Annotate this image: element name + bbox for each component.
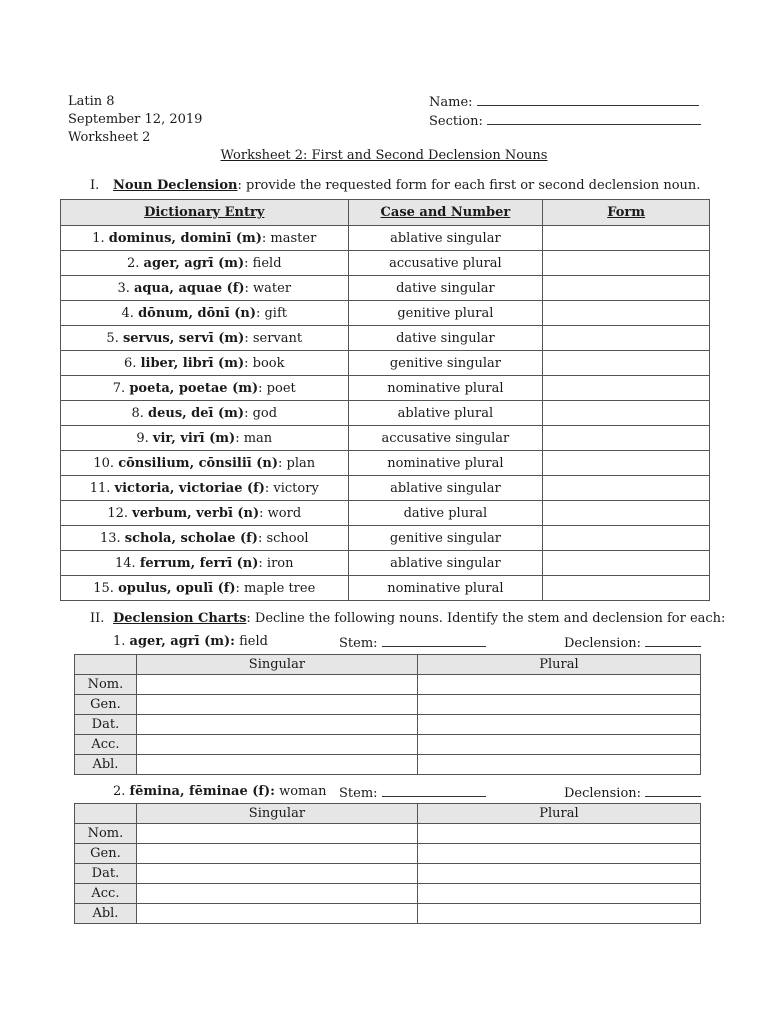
entry-headword: opulus, opulī (f) (118, 580, 236, 596)
chart-row (75, 715, 701, 735)
table-row (61, 351, 710, 376)
form-answer-cell[interactable] (543, 376, 710, 401)
entry-headword: servus, servī (m) (122, 330, 245, 346)
table-row (61, 326, 710, 351)
entry-meaning: : book (244, 355, 285, 371)
table-row (61, 226, 710, 251)
case-number-cell: accusative plural (348, 251, 543, 276)
col-plural: Plural (417, 804, 700, 824)
entry-headword: deus, deī (m) (148, 405, 245, 421)
declension-chart-2 (74, 803, 701, 924)
entry-number: 12. (107, 505, 133, 521)
case-number-cell: dative plural (348, 501, 543, 526)
dictionary-entry-cell (61, 226, 349, 251)
table-row (61, 576, 710, 601)
plural-answer-cell[interactable] (417, 735, 700, 755)
case-number-cell: nominative plural (348, 576, 543, 601)
plural-answer-cell[interactable] (417, 715, 700, 735)
dictionary-entry-cell (61, 451, 349, 476)
case-number-cell: nominative plural (348, 451, 543, 476)
form-answer-cell[interactable] (543, 276, 710, 301)
chart-header-row (75, 804, 701, 824)
form-answer-cell[interactable] (543, 326, 710, 351)
form-answer-cell[interactable] (543, 501, 710, 526)
header-right (429, 93, 701, 131)
entry-headword: poeta, poetae (m) (129, 380, 259, 396)
case-label: Dat. (75, 864, 137, 884)
col-singular: Singular (136, 655, 417, 675)
form-answer-cell[interactable] (543, 451, 710, 476)
entry-meaning: : word (259, 505, 302, 521)
table-header-row (61, 200, 710, 226)
chart2-stem (339, 784, 486, 801)
form-answer-cell[interactable] (543, 301, 710, 326)
singular-answer-cell[interactable] (136, 735, 417, 755)
case-label: Gen. (75, 844, 137, 864)
section1-instruction: : provide the requested form for each first or second declension noun. (237, 178, 701, 193)
entry-headword: verbum, verbī (n) (132, 505, 260, 521)
case-number-cell: ablative singular (348, 551, 543, 576)
entry-number: 15. (93, 580, 119, 596)
case-label: Acc. (75, 884, 137, 904)
chart-row (75, 884, 701, 904)
dictionary-entry-cell (61, 376, 349, 401)
entry-number: 13. (99, 530, 125, 546)
plural-answer-cell[interactable] (417, 824, 700, 844)
col-dictionary-entry: Dictionary Entry (61, 200, 349, 226)
section1-heading (90, 178, 700, 193)
chart-row (75, 844, 701, 864)
chart1-stem (339, 634, 486, 651)
chart1-entry: ager, agrī (m): (129, 634, 235, 649)
name-blank[interactable] (477, 93, 699, 106)
declension-label: Declension: (564, 636, 642, 651)
col-singular: Singular (136, 804, 417, 824)
stem-blank[interactable] (382, 784, 486, 797)
dictionary-entry-cell (61, 526, 349, 551)
entry-meaning: : servant (244, 330, 303, 346)
dictionary-entry-cell (61, 501, 349, 526)
section-line (429, 112, 701, 131)
declension-chart-1 (74, 654, 701, 775)
section2-instruction: : Decline the following nouns. Identify the stem and declension for each: (246, 611, 726, 626)
chart2-meaning: woman (274, 784, 327, 799)
chart-corner (75, 804, 137, 824)
case-number-cell: ablative singular (348, 476, 543, 501)
dictionary-entry-cell (61, 326, 349, 351)
entry-meaning: : water (244, 280, 292, 296)
singular-answer-cell[interactable] (136, 904, 417, 924)
entry-headword: aqua, aquae (f) (134, 280, 245, 296)
form-answer-cell[interactable] (543, 401, 710, 426)
entry-number: 5. (106, 330, 123, 346)
form-answer-cell[interactable] (543, 551, 710, 576)
plural-answer-cell[interactable] (417, 695, 700, 715)
chart2-entry: fēmina, fēminae (f): (129, 784, 275, 799)
entry-headword: ager, agrī (m) (143, 255, 245, 271)
case-number-cell: genitive singular (348, 526, 543, 551)
entry-number: 4. (121, 305, 139, 321)
page-title: Worksheet 2: First and Second Declension Nouns (220, 148, 548, 163)
chart-row (75, 735, 701, 755)
entry-headword: schola, scholae (f) (124, 530, 258, 546)
form-answer-cell[interactable] (543, 526, 710, 551)
plural-answer-cell[interactable] (417, 864, 700, 884)
dictionary-entry-cell (61, 576, 349, 601)
entry-meaning: : god (244, 405, 278, 421)
chart2-number: 2. (113, 784, 130, 799)
case-number-cell: genitive plural (348, 301, 543, 326)
plural-answer-cell[interactable] (417, 844, 700, 864)
table-row (61, 551, 710, 576)
case-label: Abl. (75, 755, 137, 775)
table-row (61, 376, 710, 401)
form-answer-cell[interactable] (543, 476, 710, 501)
entry-number: 1. (92, 230, 109, 246)
entry-meaning: : plan (278, 455, 316, 471)
entry-meaning: : victory (264, 480, 319, 496)
entry-number: 9. (136, 430, 153, 446)
entry-number: 14. (115, 555, 140, 571)
col-plural: Plural (417, 655, 700, 675)
stem-label: Stem: (339, 636, 378, 651)
entry-meaning: : gift (255, 305, 287, 321)
chart2-declension (564, 784, 701, 801)
case-label: Dat. (75, 715, 137, 735)
form-answer-cell[interactable] (543, 251, 710, 276)
table-row (61, 451, 710, 476)
singular-answer-cell[interactable] (136, 675, 417, 695)
chart1-meaning: field (234, 634, 268, 649)
case-number-cell: ablative singular (348, 226, 543, 251)
section2-numeral: II. (90, 611, 105, 626)
chart1-noun (113, 634, 268, 649)
singular-answer-cell[interactable] (136, 715, 417, 735)
case-number-cell: genitive singular (348, 351, 543, 376)
case-number-cell: dative singular (348, 326, 543, 351)
stem-label: Stem: (339, 786, 378, 801)
form-answer-cell[interactable] (543, 351, 710, 376)
plural-answer-cell[interactable] (417, 755, 700, 775)
dictionary-entry-cell (61, 426, 349, 451)
section-label: Section: (429, 114, 483, 129)
dictionary-entry-cell (61, 401, 349, 426)
entry-meaning: : master (261, 230, 317, 246)
case-label: Acc. (75, 735, 137, 755)
declension-label: Declension: (564, 786, 642, 801)
case-number-cell: nominative plural (348, 376, 543, 401)
entry-number: 6. (124, 355, 141, 371)
dictionary-entry-cell (61, 351, 349, 376)
header-left (68, 93, 202, 147)
table-row (61, 251, 710, 276)
chart2-noun (113, 784, 327, 799)
name-label: Name: (429, 95, 473, 110)
plural-answer-cell[interactable] (417, 675, 700, 695)
dictionary-entry-cell (61, 276, 349, 301)
section-blank[interactable] (487, 112, 701, 125)
entry-headword: dominus, dominī (m) (108, 230, 262, 246)
entry-meaning: : poet (258, 380, 296, 396)
case-label: Nom. (75, 675, 137, 695)
singular-answer-cell[interactable] (136, 864, 417, 884)
course-name: Latin 8 (68, 94, 115, 109)
chart-row (75, 864, 701, 884)
chart-row (75, 695, 701, 715)
col-case-number: Case and Number (348, 200, 543, 226)
dictionary-entry-cell (61, 301, 349, 326)
form-answer-cell[interactable] (543, 576, 710, 601)
entry-meaning: : iron (258, 555, 294, 571)
table-row (61, 276, 710, 301)
section1-numeral: I. (90, 178, 100, 193)
worksheet-date: September 12, 2019 (68, 112, 203, 127)
entry-headword: victoria, victoriae (f) (114, 480, 265, 496)
singular-answer-cell[interactable] (136, 884, 417, 904)
singular-answer-cell[interactable] (136, 755, 417, 775)
declension-blank[interactable] (645, 634, 701, 647)
dictionary-entry-cell (61, 476, 349, 501)
chart-header-row (75, 655, 701, 675)
singular-answer-cell[interactable] (136, 824, 417, 844)
entry-meaning: : maple tree (235, 580, 316, 596)
entry-number: 3. (117, 280, 134, 296)
col-form: Form (543, 200, 710, 226)
entry-number: 2. (127, 255, 144, 271)
entry-number: 10. (93, 455, 119, 471)
dictionary-entry-cell (61, 251, 349, 276)
chart-row (75, 824, 701, 844)
form-answer-cell[interactable] (543, 426, 710, 451)
declension-blank[interactable] (645, 784, 701, 797)
plural-answer-cell[interactable] (417, 904, 700, 924)
chart-row (75, 904, 701, 924)
entry-headword: ferrum, ferrī (n) (139, 555, 259, 571)
singular-answer-cell[interactable] (136, 844, 417, 864)
table-row (61, 301, 710, 326)
dictionary-entry-cell (61, 551, 349, 576)
form-answer-cell[interactable] (543, 226, 710, 251)
case-label: Nom. (75, 824, 137, 844)
entry-number: 11. (89, 480, 115, 496)
entry-meaning: : school (257, 530, 309, 546)
entry-number: 7. (112, 380, 130, 396)
table-row (61, 501, 710, 526)
chart1-number: 1. (113, 634, 130, 649)
entry-meaning: : field (244, 255, 282, 271)
worksheet-number: Worksheet 2 (68, 130, 151, 145)
section2-title: Declension Charts (113, 611, 247, 626)
entry-headword: liber, librī (m) (140, 355, 245, 371)
plural-answer-cell[interactable] (417, 884, 700, 904)
table-row (61, 426, 710, 451)
entry-headword: dōnum, dōnī (n) (138, 305, 256, 321)
case-label: Abl. (75, 904, 137, 924)
stem-blank[interactable] (382, 634, 486, 647)
case-number-cell: ablative plural (348, 401, 543, 426)
section1-title: Noun Declension (113, 178, 238, 193)
singular-answer-cell[interactable] (136, 695, 417, 715)
chart1-declension (564, 634, 701, 651)
chart-row (75, 675, 701, 695)
section2-heading (90, 611, 725, 626)
case-number-cell: dative singular (348, 276, 543, 301)
table-row (61, 526, 710, 551)
case-label: Gen. (75, 695, 137, 715)
chart-row (75, 755, 701, 775)
table-row (61, 476, 710, 501)
table-row (61, 401, 710, 426)
entry-headword: vir, virī (m) (152, 430, 236, 446)
entry-headword: cōnsilium, cōnsiliī (n) (118, 455, 279, 471)
entry-meaning: : man (235, 430, 273, 446)
noun-declension-table (60, 199, 710, 601)
entry-number: 8. (131, 405, 148, 421)
name-line (429, 93, 701, 112)
chart-corner (75, 655, 137, 675)
case-number-cell: accusative singular (348, 426, 543, 451)
